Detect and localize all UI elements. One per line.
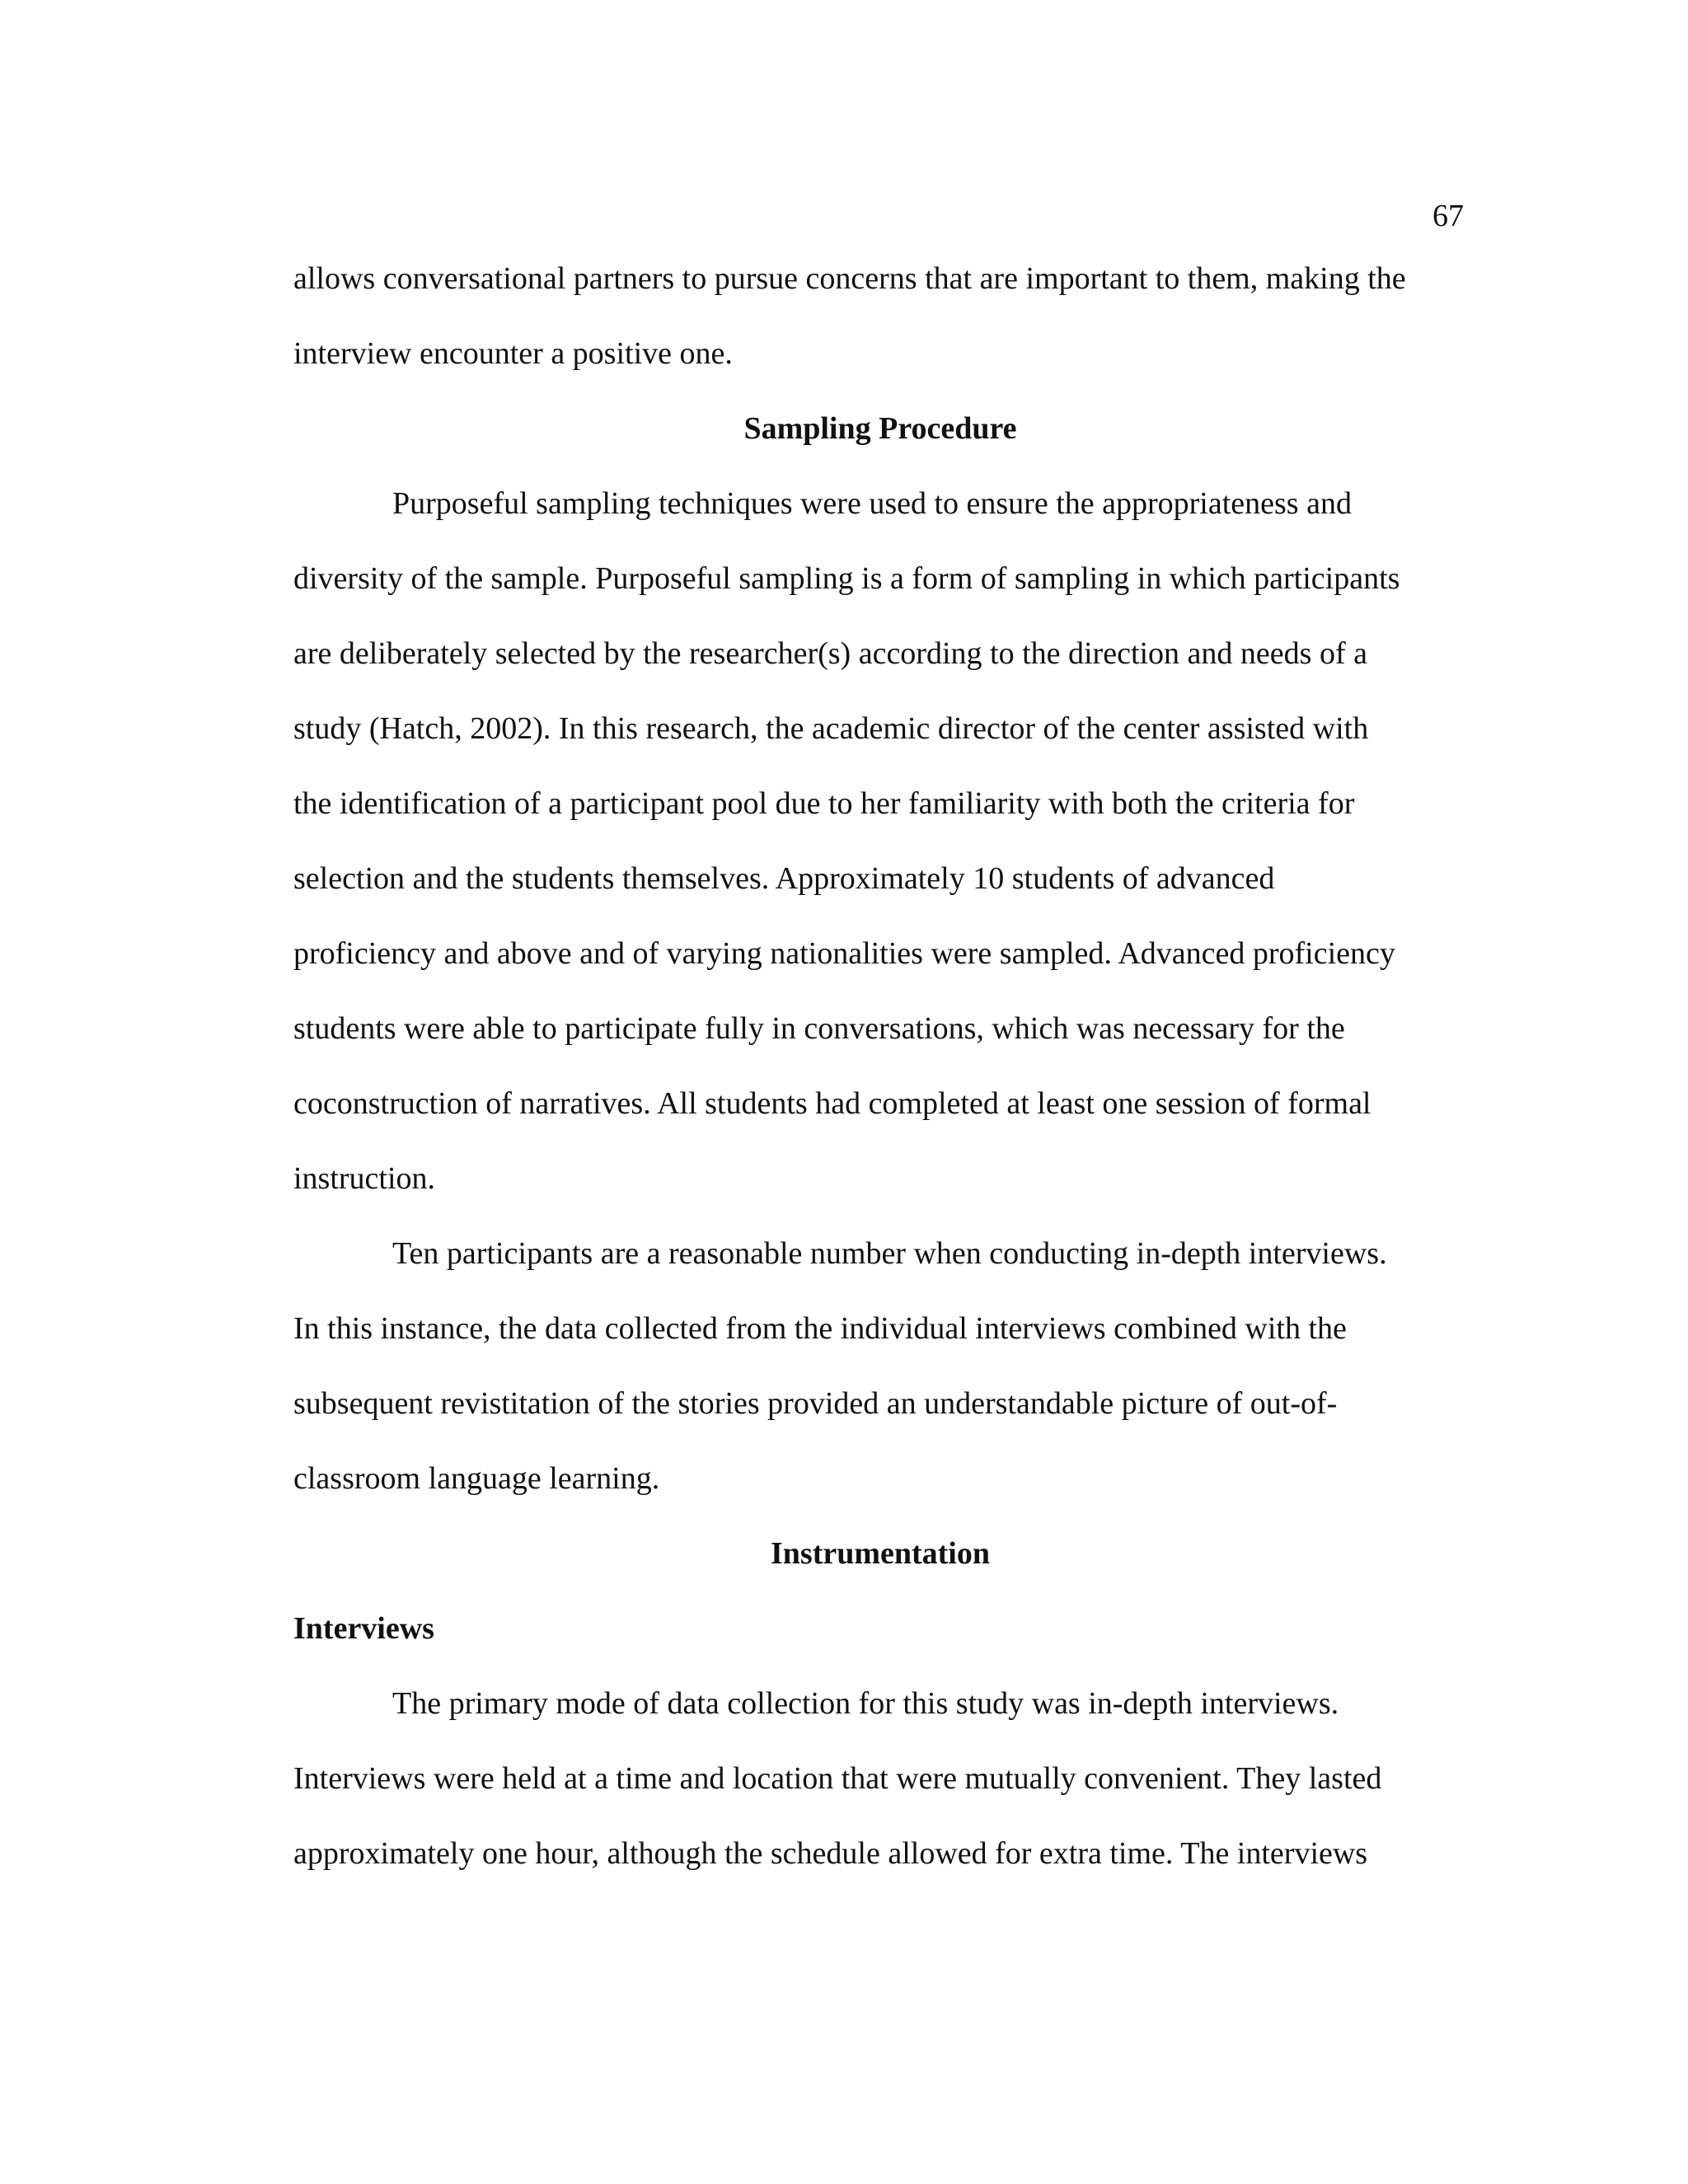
paragraph-line: Purposeful sampling techniques were used to ensure the appropriateness and <box>392 486 1352 521</box>
paragraph-line: are deliberately selected by the researcher(s) according to the direction and needs of a <box>293 636 1367 671</box>
paragraph-line: The primary mode of data collection for this study was in-depth interviews. <box>392 1686 1339 1721</box>
paragraph-line: study (Hatch, 2002). In this research, the academic director of the center assisted with <box>293 711 1369 746</box>
paragraph-line: Ten participants are a reasonable number when conducting in-depth interviews. <box>392 1236 1387 1271</box>
subsection-heading-interviews: Interviews <box>293 1611 434 1646</box>
paragraph-line: instruction. <box>293 1161 436 1196</box>
paragraph-line: classroom language learning. <box>293 1461 660 1496</box>
page-number: 67 <box>1432 199 1464 233</box>
paragraph-line: coconstruction of narratives. All students had completed at least one session of formal <box>293 1086 1372 1121</box>
paragraph-line: diversity of the sample. Purposeful sampling is a form of sampling in which participants <box>293 561 1400 596</box>
paragraph-line: In this instance, the data collected from the individual interviews combined with the <box>293 1311 1347 1346</box>
paragraph-line: proficiency and above and of varying nationalities were sampled. Advanced proficiency <box>293 936 1395 971</box>
paragraph-line: the identification of a participant pool due to her familiarity with both the criteria for <box>293 786 1355 821</box>
paragraph-line: Interviews were held at a time and location that were mutually convenient. They lasted <box>293 1761 1382 1796</box>
section-heading-instrumentation: Instrumentation <box>770 1536 991 1571</box>
paragraph-line: students were able to participate fully in conversations, which was necessary for the <box>293 1011 1345 1046</box>
paragraph-line: selection and the students themselves. Approximately 10 students of advanced <box>293 861 1275 896</box>
section-heading-sampling: Sampling Procedure <box>743 411 1017 446</box>
paragraph-line: approximately one hour, although the schedule allowed for extra time. The interviews <box>293 1836 1368 1871</box>
paragraph-line: subsequent revistitation of the stories provided an understandable picture of out-of- <box>293 1386 1338 1421</box>
body-text-line: allows conversational partners to pursue concerns that are important to them, making the <box>293 261 1406 296</box>
body-text-line: interview encounter a positive one. <box>293 336 733 371</box>
